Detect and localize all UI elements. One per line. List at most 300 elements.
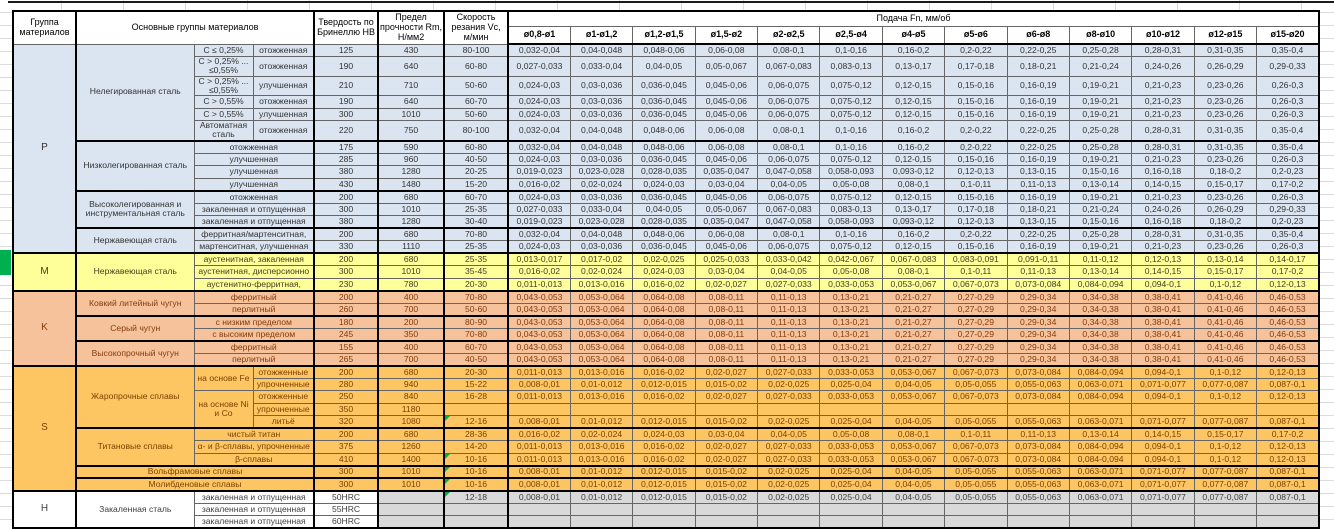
feed-value-cell[interactable]: 0,023-0,028 [570,216,632,229]
feed-value-cell[interactable]: 0,12-0,13 [1257,391,1319,404]
feed-value-cell[interactable]: 0,067-0,083 [758,203,820,216]
cutting-speed-cell[interactable] [444,503,508,516]
hardness-value-cell[interactable]: 190 [314,96,378,109]
feed-value-cell[interactable]: 0,2-0,22 [945,228,1007,241]
feed-value-cell[interactable]: 0,087-0,1 [1257,478,1319,491]
material-name-cell[interactable]: литьё [253,416,314,429]
feed-value-cell[interactable]: 0,015-0,02 [695,416,757,429]
feed-value-cell[interactable]: 0,08-0,11 [695,303,757,316]
feed-value-cell[interactable]: 0,075-0,12 [820,153,882,166]
feed-value-cell[interactable] [882,503,944,516]
feed-value-cell[interactable] [1007,503,1069,516]
cutting-speed-cell[interactable]: 80-90 [444,316,508,329]
feed-diameter-header[interactable]: ø2,5-ø4 [820,26,882,44]
hardness-value-cell[interactable]: 175 [314,141,378,154]
material-name-cell[interactable]: закаленная и отпущенная [194,503,314,516]
feed-value-cell[interactable]: 0,03-0,036 [570,153,632,166]
feed-value-cell[interactable]: 0,35-0,4 [1257,141,1319,154]
material-name-cell[interactable]: на основе Ni и Co [194,391,253,429]
feed-value-cell[interactable]: 0,094-0,1 [1132,453,1194,466]
cutting-speed-cell[interactable]: 50-60 [444,76,508,96]
cutting-speed-cell[interactable]: 16-28 [444,391,508,404]
feed-value-cell[interactable]: 0,017-0,02 [570,253,632,266]
feed-value-cell[interactable]: 0,2-0,22 [945,121,1007,141]
feed-value-cell[interactable]: 0,41-0,46 [1194,341,1256,354]
feed-value-cell[interactable]: 0,083-0,091 [945,253,1007,266]
feed-value-cell[interactable]: 0,045-0,06 [695,96,757,109]
feed-value-cell[interactable]: 0,22-0,25 [1007,141,1069,154]
feed-value-cell[interactable]: 0,016-0,02 [508,178,570,191]
feed-value-cell[interactable]: 0,024-0,03 [508,76,570,96]
feed-value-cell[interactable]: 0,12-0,15 [882,191,944,204]
hardness-value-cell[interactable]: 430 [314,178,378,191]
feed-value-cell[interactable]: 0,04-0,05 [882,478,944,491]
feed-value-cell[interactable]: 0,04-0,048 [570,141,632,154]
feed-value-cell[interactable]: 0,12-0,13 [1257,441,1319,454]
material-name-cell[interactable]: с высоким пределом [194,328,314,341]
feed-value-cell[interactable]: 0,015-0,02 [695,491,757,504]
material-name-cell[interactable]: отожженная [253,121,314,141]
strength-value-cell[interactable]: 1280 [378,166,444,179]
feed-value-cell[interactable]: 0,077-0,087 [1194,478,1256,491]
feed-value-cell[interactable] [882,516,944,529]
feed-value-cell[interactable]: 0,27-0,29 [945,316,1007,329]
material-name-cell[interactable]: Высоколегированная и инструментальная сталь [76,191,194,229]
cutting-speed-cell[interactable]: 25-35 [444,203,508,216]
feed-value-cell[interactable]: 0,06-0,08 [695,121,757,141]
feed-value-cell[interactable]: 0,1-0,11 [945,178,1007,191]
feed-value-cell[interactable]: 0,02-0,027 [695,441,757,454]
feed-value-cell[interactable]: 0,023-0,028 [570,166,632,179]
cutting-speed-cell[interactable]: 80-100 [444,44,508,57]
feed-value-cell[interactable]: 0,11-0,13 [758,291,820,304]
feed-value-cell[interactable]: 0,036-0,045 [633,96,695,109]
material-name-cell[interactable]: Нержавеющая сталь [76,228,194,253]
feed-value-cell[interactable]: 0,35-0,4 [1257,44,1319,57]
feed-value-cell[interactable]: 0,035-0,047 [695,216,757,229]
feed-value-cell[interactable]: 0,12-0,15 [882,76,944,96]
feed-value-cell[interactable] [1069,516,1131,529]
feed-value-cell[interactable]: 0,087-0,1 [1257,466,1319,479]
cutting-speed-cell[interactable]: 60-70 [444,191,508,204]
material-name-cell[interactable]: перлитный [194,303,314,316]
feed-value-cell[interactable]: 0,19-0,21 [1069,96,1131,109]
material-name-cell[interactable]: улучшенная [194,166,314,179]
feed-diameter-header[interactable]: ø0,8-ø1 [508,26,570,44]
feed-value-cell[interactable]: 0,11-0,13 [758,353,820,366]
strength-value-cell[interactable] [378,491,444,504]
strength-value-cell[interactable]: 1480 [378,178,444,191]
strength-value-cell[interactable]: 840 [378,391,444,404]
hardness-value-cell[interactable]: 285 [314,153,378,166]
feed-value-cell[interactable]: 0,02-0,025 [758,491,820,504]
feed-value-cell[interactable]: 0,011-0,013 [508,441,570,454]
feed-value-cell[interactable]: 0,23-0,26 [1194,191,1256,204]
cutting-speed-cell[interactable]: 60-70 [444,341,508,354]
feed-value-cell[interactable]: 0,084-0,094 [1069,441,1131,454]
feed-value-cell[interactable]: 0,12-0,15 [882,96,944,109]
feed-value-cell[interactable]: 0,053-0,067 [882,278,944,291]
feed-value-cell[interactable]: 0,087-0,1 [1257,416,1319,429]
cutting-speed-cell[interactable]: 50-60 [444,108,508,121]
feed-value-cell[interactable]: 0,012-0,015 [633,416,695,429]
feed-value-cell[interactable]: 0,21-0,24 [1069,57,1131,77]
feed-value-cell[interactable]: 0,027-0,033 [758,366,820,379]
material-group-cell[interactable]: S [13,366,76,491]
strength-value-cell[interactable]: 710 [378,76,444,96]
strength-value-cell[interactable]: 1400 [378,453,444,466]
feed-value-cell[interactable]: 0,064-0,08 [633,328,695,341]
cutting-speed-cell[interactable]: 70-80 [444,291,508,304]
hardness-value-cell[interactable]: 350 [314,403,378,416]
feed-value-cell[interactable]: 0,21-0,23 [1132,191,1194,204]
feed-value-cell[interactable]: 0,11-0,13 [1007,266,1069,279]
header-main-groups[interactable]: Основные группы материалов [76,11,314,44]
feed-value-cell[interactable]: 0,21-0,27 [882,291,944,304]
strength-value-cell[interactable]: 640 [378,57,444,77]
feed-value-cell[interactable]: 0,067-0,073 [945,391,1007,404]
feed-value-cell[interactable]: 0,036-0,045 [633,241,695,254]
feed-value-cell[interactable]: 0,19-0,21 [1069,108,1131,121]
feed-value-cell[interactable]: 0,26-0,3 [1257,76,1319,96]
feed-value-cell[interactable]: 0,26-0,3 [1257,241,1319,254]
feed-value-cell[interactable]: 0,013-0,016 [570,366,632,379]
feed-value-cell[interactable]: 0,19-0,21 [1069,76,1131,96]
feed-value-cell[interactable]: 0,087-0,1 [1257,378,1319,391]
strength-value-cell[interactable]: 780 [378,278,444,291]
feed-value-cell[interactable]: 0,064-0,08 [633,353,695,366]
material-name-cell[interactable]: улучшенная [253,76,314,96]
feed-value-cell[interactable]: 0,35-0,4 [1257,228,1319,241]
hardness-value-cell[interactable]: 200 [314,253,378,266]
material-name-cell[interactable]: C > 0,25% ... ≤0,55% [194,76,253,96]
feed-value-cell[interactable]: 0,012-0,015 [633,378,695,391]
feed-value-cell[interactable] [945,516,1007,529]
feed-value-cell[interactable]: 0,053-0,064 [570,353,632,366]
feed-value-cell[interactable]: 0,23-0,26 [1194,108,1256,121]
strength-value-cell[interactable]: 400 [378,291,444,304]
material-name-cell[interactable]: закаленная и отпущенная [194,216,314,229]
feed-value-cell[interactable]: 0,28-0,31 [1132,141,1194,154]
feed-value-cell[interactable]: 0,008-0,01 [508,478,570,491]
feed-diameter-header[interactable]: ø1,2-ø1,5 [633,26,695,44]
material-name-cell[interactable]: Низколегированная сталь [76,141,194,191]
feed-value-cell[interactable]: 0,13-0,14 [1069,266,1131,279]
feed-value-cell[interactable]: 0,04-0,048 [570,121,632,141]
strength-value-cell[interactable]: 680 [378,228,444,241]
cutting-speed-cell[interactable]: 14-20 [444,441,508,454]
feed-value-cell[interactable]: 0,04-0,05 [882,491,944,504]
feed-value-cell[interactable]: 0,025-0,033 [695,253,757,266]
feed-value-cell[interactable]: 0,29-0,34 [1007,341,1069,354]
strength-value-cell[interactable] [378,503,444,516]
material-name-cell[interactable]: Высокопрочный чугун [76,341,194,366]
hardness-value-cell[interactable]: 155 [314,341,378,354]
feed-value-cell[interactable]: 0,13-0,21 [820,353,882,366]
strength-value-cell[interactable]: 750 [378,121,444,141]
header-strength[interactable]: Предел прочности Rm, Н/мм2 [378,11,444,44]
feed-value-cell[interactable]: 0,06-0,075 [758,108,820,121]
feed-value-cell[interactable]: 0,17-0,18 [945,203,1007,216]
feed-value-cell[interactable]: 0,008-0,01 [508,378,570,391]
feed-value-cell[interactable]: 0,058-0,093 [820,216,882,229]
feed-value-cell[interactable]: 0,012-0,015 [633,466,695,479]
feed-value-cell[interactable]: 0,02-0,025 [758,466,820,479]
feed-value-cell[interactable]: 0,024-0,03 [508,241,570,254]
feed-value-cell[interactable]: 0,087-0,1 [1257,491,1319,504]
material-name-cell[interactable]: улучшенная [253,108,314,121]
cutting-speed-cell[interactable]: 40-50 [444,353,508,366]
feed-value-cell[interactable]: 0,083-0,13 [820,57,882,77]
feed-value-cell[interactable]: 0,063-0,071 [1069,416,1131,429]
feed-value-cell[interactable]: 0,084-0,094 [1069,453,1131,466]
feed-value-cell[interactable] [820,403,882,416]
feed-value-cell[interactable] [695,516,757,529]
strength-value-cell[interactable]: 680 [378,253,444,266]
feed-value-cell[interactable]: 0,05-0,08 [820,428,882,441]
hardness-value-cell[interactable]: 50HRC [314,491,378,504]
feed-value-cell[interactable] [570,503,632,516]
feed-value-cell[interactable] [758,503,820,516]
feed-value-cell[interactable]: 0,27-0,29 [945,353,1007,366]
feed-value-cell[interactable]: 0,013-0,017 [508,253,570,266]
feed-value-cell[interactable]: 0,06-0,075 [758,76,820,96]
feed-value-cell[interactable]: 0,13-0,14 [1069,178,1131,191]
strength-value-cell[interactable]: 680 [378,366,444,379]
feed-diameter-header[interactable]: ø2-ø2,5 [758,26,820,44]
feed-value-cell[interactable]: 0,03-0,04 [695,178,757,191]
feed-value-cell[interactable]: 0,033-0,053 [820,453,882,466]
feed-value-cell[interactable]: 0,045-0,06 [695,76,757,96]
material-group-cell[interactable]: P [13,44,76,253]
feed-value-cell[interactable]: 0,38-0,41 [1132,316,1194,329]
feed-value-cell[interactable]: 0,084-0,094 [1069,278,1131,291]
feed-value-cell[interactable]: 0,16-0,19 [1007,241,1069,254]
feed-value-cell[interactable]: 0,073-0,084 [1007,453,1069,466]
feed-value-cell[interactable]: 0,053-0,064 [570,303,632,316]
feed-value-cell[interactable]: 0,064-0,08 [633,291,695,304]
feed-value-cell[interactable]: 0,02-0,025 [633,253,695,266]
feed-value-cell[interactable]: 0,04-0,05 [758,266,820,279]
strength-value-cell[interactable]: 1180 [378,403,444,416]
feed-value-cell[interactable]: 0,045-0,06 [695,153,757,166]
cutting-speed-cell[interactable]: 20-25 [444,166,508,179]
feed-value-cell[interactable]: 0,011-0,013 [508,366,570,379]
hardness-value-cell[interactable]: 300 [314,466,378,479]
hardness-value-cell[interactable]: 125 [314,44,378,57]
feed-value-cell[interactable]: 0,075-0,12 [820,241,882,254]
material-name-cell[interactable]: аустенитная, дисперсионно [194,266,314,279]
feed-value-cell[interactable]: 0,071-0,077 [1132,491,1194,504]
material-name-cell[interactable]: Нержавеющая сталь [76,253,194,291]
feed-value-cell[interactable]: 0,016-0,02 [633,278,695,291]
feed-value-cell[interactable]: 0,063-0,071 [1069,491,1131,504]
material-name-cell[interactable]: упрочненные [253,403,314,416]
feed-value-cell[interactable]: 0,05-0,055 [945,478,1007,491]
cutting-speed-cell[interactable]: 12-16 [444,416,508,429]
feed-value-cell[interactable]: 0,05-0,055 [945,416,1007,429]
feed-value-cell[interactable]: 0,027-0,033 [758,391,820,404]
feed-value-cell[interactable]: 0,16-0,2 [882,141,944,154]
feed-value-cell[interactable]: 0,03-0,036 [570,96,632,109]
feed-diameter-header[interactable]: ø1,5-ø2 [695,26,757,44]
feed-value-cell[interactable]: 0,08-0,11 [695,291,757,304]
feed-value-cell[interactable]: 0,013-0,016 [570,278,632,291]
feed-value-cell[interactable]: 0,29-0,33 [1257,57,1319,77]
material-name-cell[interactable]: Жаропрочные сплавы [76,366,194,429]
feed-diameter-header[interactable]: ø1-ø1,2 [570,26,632,44]
material-name-cell[interactable]: улучшенная [194,178,314,191]
material-name-cell[interactable]: Ковкий литейный чугун [76,291,194,316]
feed-value-cell[interactable]: 0,12-0,13 [945,166,1007,179]
hardness-value-cell[interactable]: 200 [314,366,378,379]
feed-value-cell[interactable]: 0,28-0,31 [1132,44,1194,57]
feed-value-cell[interactable]: 0,055-0,063 [1007,491,1069,504]
feed-value-cell[interactable]: 0,01-0,012 [570,466,632,479]
cutting-speed-cell[interactable]: 60-80 [444,141,508,154]
feed-value-cell[interactable]: 0,16-0,2 [882,44,944,57]
feed-value-cell[interactable]: 0,21-0,23 [1132,76,1194,96]
feed-value-cell[interactable]: 0,093-0,12 [882,216,944,229]
feed-value-cell[interactable]: 0,12-0,13 [1132,253,1194,266]
feed-value-cell[interactable]: 0,036-0,045 [633,191,695,204]
feed-value-cell[interactable]: 0,1-0,12 [1194,453,1256,466]
feed-value-cell[interactable] [1194,403,1256,416]
feed-value-cell[interactable]: 0,15-0,16 [945,96,1007,109]
cutting-speed-cell[interactable]: 15-22 [444,378,508,391]
cutting-speed-cell[interactable]: 10-16 [444,478,508,491]
feed-value-cell[interactable]: 0,17-0,2 [1257,428,1319,441]
feed-value-cell[interactable]: 0,1-0,12 [1194,391,1256,404]
feed-value-cell[interactable] [1194,503,1256,516]
feed-value-cell[interactable]: 0,04-0,05 [882,378,944,391]
feed-value-cell[interactable]: 0,1-0,12 [1194,366,1256,379]
hardness-value-cell[interactable]: 300 [314,266,378,279]
feed-value-cell[interactable]: 0,043-0,053 [508,303,570,316]
feed-value-cell[interactable]: 0,17-0,2 [1257,178,1319,191]
feed-value-cell[interactable]: 0,21-0,27 [882,328,944,341]
feed-value-cell[interactable]: 0,053-0,067 [882,391,944,404]
strength-value-cell[interactable]: 940 [378,378,444,391]
feed-value-cell[interactable]: 0,02-0,025 [758,478,820,491]
strength-value-cell[interactable]: 1010 [378,478,444,491]
feed-value-cell[interactable]: 0,02-0,027 [695,366,757,379]
material-group-cell[interactable]: K [13,291,76,366]
material-name-cell[interactable]: β-сплавы [194,453,314,466]
feed-value-cell[interactable]: 0,043-0,053 [508,316,570,329]
feed-value-cell[interactable]: 0,21-0,27 [882,341,944,354]
feed-value-cell[interactable]: 0,033-0,053 [820,278,882,291]
feed-value-cell[interactable]: 0,04-0,048 [570,228,632,241]
feed-value-cell[interactable]: 0,036-0,045 [633,108,695,121]
hardness-value-cell[interactable]: 190 [314,57,378,77]
feed-value-cell[interactable]: 0,016-0,02 [633,441,695,454]
material-name-cell[interactable]: Закаленная сталь [76,491,194,529]
feed-value-cell[interactable] [758,403,820,416]
feed-value-cell[interactable]: 0,048-0,06 [633,228,695,241]
feed-value-cell[interactable]: 0,34-0,38 [1069,303,1131,316]
feed-value-cell[interactable]: 0,053-0,064 [570,328,632,341]
feed-value-cell[interactable]: 0,13-0,21 [820,291,882,304]
feed-value-cell[interactable] [758,516,820,529]
feed-value-cell[interactable]: 0,15-0,17 [1194,178,1256,191]
feed-value-cell[interactable]: 0,032-0,04 [508,121,570,141]
feed-value-cell[interactable]: 0,05-0,067 [695,203,757,216]
feed-value-cell[interactable]: 0,077-0,087 [1194,378,1256,391]
feed-value-cell[interactable] [508,503,570,516]
feed-value-cell[interactable] [633,403,695,416]
feed-value-cell[interactable]: 0,13-0,14 [1194,253,1256,266]
feed-value-cell[interactable]: 0,011-0,013 [508,278,570,291]
feed-value-cell[interactable]: 0,025-0,04 [820,378,882,391]
hardness-value-cell[interactable]: 250 [314,391,378,404]
feed-value-cell[interactable]: 0,15-0,16 [1069,166,1131,179]
feed-value-cell[interactable]: 0,08-0,1 [758,121,820,141]
feed-value-cell[interactable]: 0,012-0,015 [633,478,695,491]
feed-value-cell[interactable]: 0,16-0,19 [1007,108,1069,121]
feed-value-cell[interactable]: 0,055-0,063 [1007,378,1069,391]
feed-value-cell[interactable]: 0,02-0,024 [570,428,632,441]
feed-value-cell[interactable]: 0,016-0,02 [508,266,570,279]
feed-value-cell[interactable]: 0,053-0,064 [570,291,632,304]
feed-value-cell[interactable]: 0,02-0,025 [758,378,820,391]
feed-value-cell[interactable]: 0,016-0,02 [633,366,695,379]
strength-value-cell[interactable]: 1110 [378,241,444,254]
feed-value-cell[interactable]: 0,26-0,29 [1194,57,1256,77]
feed-value-cell[interactable]: 0,073-0,084 [1007,391,1069,404]
feed-value-cell[interactable]: 0,048-0,06 [633,141,695,154]
hardness-value-cell[interactable]: 260 [314,303,378,316]
feed-value-cell[interactable]: 0,22-0,25 [1007,121,1069,141]
feed-value-cell[interactable]: 0,1-0,11 [945,266,1007,279]
feed-value-cell[interactable]: 0,028-0,035 [633,216,695,229]
feed-value-cell[interactable]: 0,093-0,12 [882,166,944,179]
feed-value-cell[interactable]: 0,26-0,3 [1257,96,1319,109]
feed-value-cell[interactable] [570,403,632,416]
feed-value-cell[interactable]: 0,08-0,1 [882,178,944,191]
material-name-cell[interactable]: C > 0,55% [194,96,253,109]
material-group-cell[interactable]: M [13,253,76,291]
feed-value-cell[interactable]: 0,01-0,012 [570,416,632,429]
feed-value-cell[interactable]: 0,11-0,13 [758,328,820,341]
feed-value-cell[interactable]: 0,06-0,075 [758,153,820,166]
header-hardness[interactable]: Твердость по Бринеллю НВ [314,11,378,44]
feed-value-cell[interactable]: 0,11-0,13 [758,303,820,316]
feed-value-cell[interactable]: 0,11-0,13 [758,316,820,329]
feed-value-cell[interactable]: 0,2-0,22 [945,141,1007,154]
feed-value-cell[interactable]: 0,033-0,053 [820,391,882,404]
material-name-cell[interactable]: отожженная [194,191,314,204]
feed-value-cell[interactable]: 0,011-0,013 [508,453,570,466]
cutting-speed-cell[interactable]: 50-60 [444,303,508,316]
feed-diameter-header[interactable]: ø15-ø20 [1257,26,1319,44]
feed-value-cell[interactable]: 0,25-0,28 [1069,121,1131,141]
feed-value-cell[interactable]: 0,38-0,41 [1132,303,1194,316]
feed-value-cell[interactable]: 0,31-0,35 [1194,228,1256,241]
feed-value-cell[interactable]: 0,027-0,033 [758,278,820,291]
feed-value-cell[interactable]: 0,18-0,21 [1007,203,1069,216]
feed-value-cell[interactable]: 0,053-0,067 [882,441,944,454]
feed-value-cell[interactable]: 0,008-0,01 [508,416,570,429]
feed-value-cell[interactable]: 0,2-0,23 [1257,166,1319,179]
feed-value-cell[interactable] [1007,403,1069,416]
feed-value-cell[interactable]: 0,01-0,012 [570,478,632,491]
feed-value-cell[interactable]: 0,21-0,24 [1069,203,1131,216]
feed-value-cell[interactable]: 0,08-0,1 [758,228,820,241]
feed-value-cell[interactable]: 0,06-0,075 [758,96,820,109]
feed-value-cell[interactable]: 0,024-0,03 [508,96,570,109]
material-name-cell[interactable]: аустенитная, закаленная [194,253,314,266]
